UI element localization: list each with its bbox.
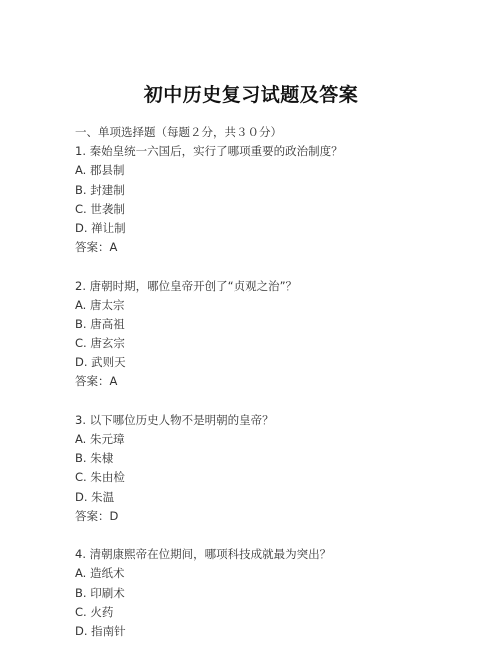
option-d: D. 指南针 <box>75 623 126 638</box>
option-a: A. 朱元璋 <box>75 432 125 446</box>
option-c: C. 朱由检 <box>75 470 125 485</box>
question-text: 4. 清朝康熙帝在位期间，哪项科技成就最为突出？ <box>75 547 332 562</box>
answer-text: 答案：A <box>75 374 118 389</box>
question-block-1 <box>75 142 475 257</box>
answer-text: 答案：A <box>75 240 118 255</box>
option-b: B. 封建制 <box>75 182 125 197</box>
question-text: 3. 以下哪位历史人物不是明朝的皇帝？ <box>75 412 274 427</box>
question-block-3 <box>75 411 475 526</box>
option-d: D. 朱温 <box>75 489 115 504</box>
document-title: 初中历史复习试题及答案 <box>143 84 359 106</box>
question-text: 2. 唐朝时期，哪位皇帝开创了“贞观之治”？ <box>75 278 298 293</box>
document-body <box>75 123 475 641</box>
spacer <box>75 526 475 545</box>
spacer <box>75 392 475 411</box>
question-block-4 <box>75 545 475 641</box>
option-c: C. 火药 <box>75 604 114 619</box>
section-heading: 一、单项选择题（每题２分，共３０分） <box>75 125 282 139</box>
spacer <box>75 257 475 276</box>
option-a: A. 唐太宗 <box>75 297 125 312</box>
option-d: D. 禅让制 <box>75 220 126 235</box>
option-d: D. 武则天 <box>75 355 126 370</box>
option-c: C. 唐玄宗 <box>75 336 125 351</box>
answer-text: 答案：D <box>75 508 119 523</box>
option-a: A. 造纸术 <box>75 566 125 581</box>
question-block-2 <box>75 277 475 392</box>
option-b: B. 印刷术 <box>75 585 125 600</box>
option-a: A. 郡县制 <box>75 163 125 178</box>
question-text: 1. 秦始皇统一六国后，实行了哪项重要的政治制度？ <box>75 144 343 159</box>
option-c: C. 世袭制 <box>75 201 125 216</box>
option-b: B. 朱棣 <box>75 451 114 466</box>
option-b: B. 唐高祖 <box>75 316 125 331</box>
